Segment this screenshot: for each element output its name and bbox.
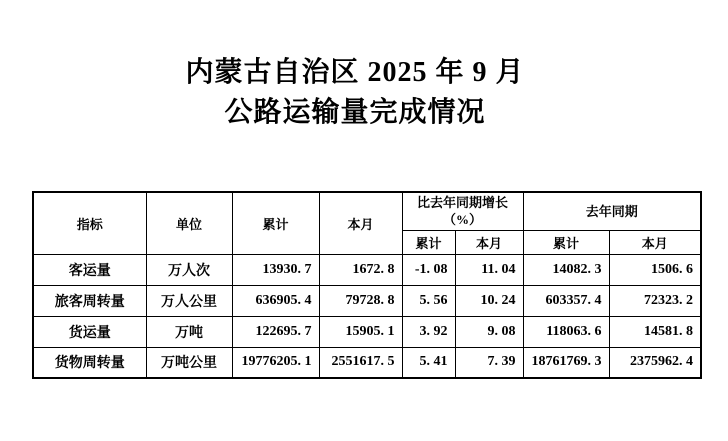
- header-cumulative: 累计: [232, 192, 319, 254]
- cell-unit: 万吨公里: [146, 347, 232, 378]
- cell-cumulative: 13930. 7: [232, 254, 319, 285]
- cell-last-year-cumulative: 118063. 6: [523, 316, 609, 347]
- cell-indicator: 货物周转量: [33, 347, 146, 378]
- header-growth-group: [402, 192, 523, 230]
- cell-month: 15905. 1: [319, 316, 402, 347]
- cell-last-year-cumulative: 14082. 3: [523, 254, 609, 285]
- cell-growth-cumulative: 5. 56: [402, 285, 455, 316]
- table-container: [32, 191, 702, 379]
- page-title-line2: 公路运输量完成情况: [224, 97, 486, 128]
- cell-growth-cumulative: -1. 08: [402, 254, 455, 285]
- table-row-passenger-turnover: [33, 285, 701, 316]
- header-indicator: 指标: [33, 192, 146, 254]
- cell-growth-cumulative: 5. 41: [402, 347, 455, 378]
- cell-growth-month: 10. 24: [455, 285, 523, 316]
- header-row-1: [33, 192, 701, 230]
- cell-indicator: 客运量: [33, 254, 146, 285]
- cell-unit: 万人次: [146, 254, 232, 285]
- header-month: 本月: [319, 192, 402, 254]
- header-growth-cumulative: 累计: [402, 230, 455, 254]
- header-growth-group-line1: 比去年同期增长: [417, 195, 509, 211]
- header-last-year-group: 去年同期: [523, 192, 701, 230]
- cell-cumulative: 636905. 4: [232, 285, 319, 316]
- header-growth-month: 本月: [455, 230, 523, 254]
- cell-last-year-month: 2375962. 4: [609, 347, 701, 378]
- cell-unit: 万吨: [146, 316, 232, 347]
- cell-last-year-month: 1506. 6: [609, 254, 701, 285]
- cell-growth-month: 11. 04: [455, 254, 523, 285]
- cell-growth-cumulative: 3. 92: [402, 316, 455, 347]
- cell-last-year-cumulative: 18761769. 3: [523, 347, 609, 378]
- cell-indicator: 旅客周转量: [33, 285, 146, 316]
- cell-month: 79728. 8: [319, 285, 402, 316]
- cell-cumulative: 19776205. 1: [232, 347, 319, 378]
- cell-month: 1672. 8: [319, 254, 402, 285]
- table-row-freight-turnover: [33, 347, 701, 378]
- cell-indicator: 货运量: [33, 316, 146, 347]
- cell-last-year-cumulative: 603357. 4: [523, 285, 609, 316]
- cell-cumulative: 122695. 7: [232, 316, 319, 347]
- cell-last-year-month: 14581. 8: [609, 316, 701, 347]
- table-row-passenger-volume: [33, 254, 701, 285]
- cell-last-year-month: 72323. 2: [609, 285, 701, 316]
- cell-unit: 万人公里: [146, 285, 232, 316]
- cell-growth-month: 7. 39: [455, 347, 523, 378]
- cell-growth-month: 9. 08: [455, 316, 523, 347]
- header-last-year-cumulative: 累计: [523, 230, 609, 254]
- page-title-line1: 内蒙古自治区 2025 年 9 月: [185, 57, 525, 88]
- transport-volume-table: [32, 191, 702, 379]
- header-last-year-month: 本月: [609, 230, 701, 254]
- header-unit: 单位: [146, 192, 232, 254]
- cell-month: 2551617. 5: [319, 347, 402, 378]
- page-title: [0, 53, 710, 133]
- header-growth-group-line2: （%）: [443, 212, 483, 228]
- table-row-freight-volume: [33, 316, 701, 347]
